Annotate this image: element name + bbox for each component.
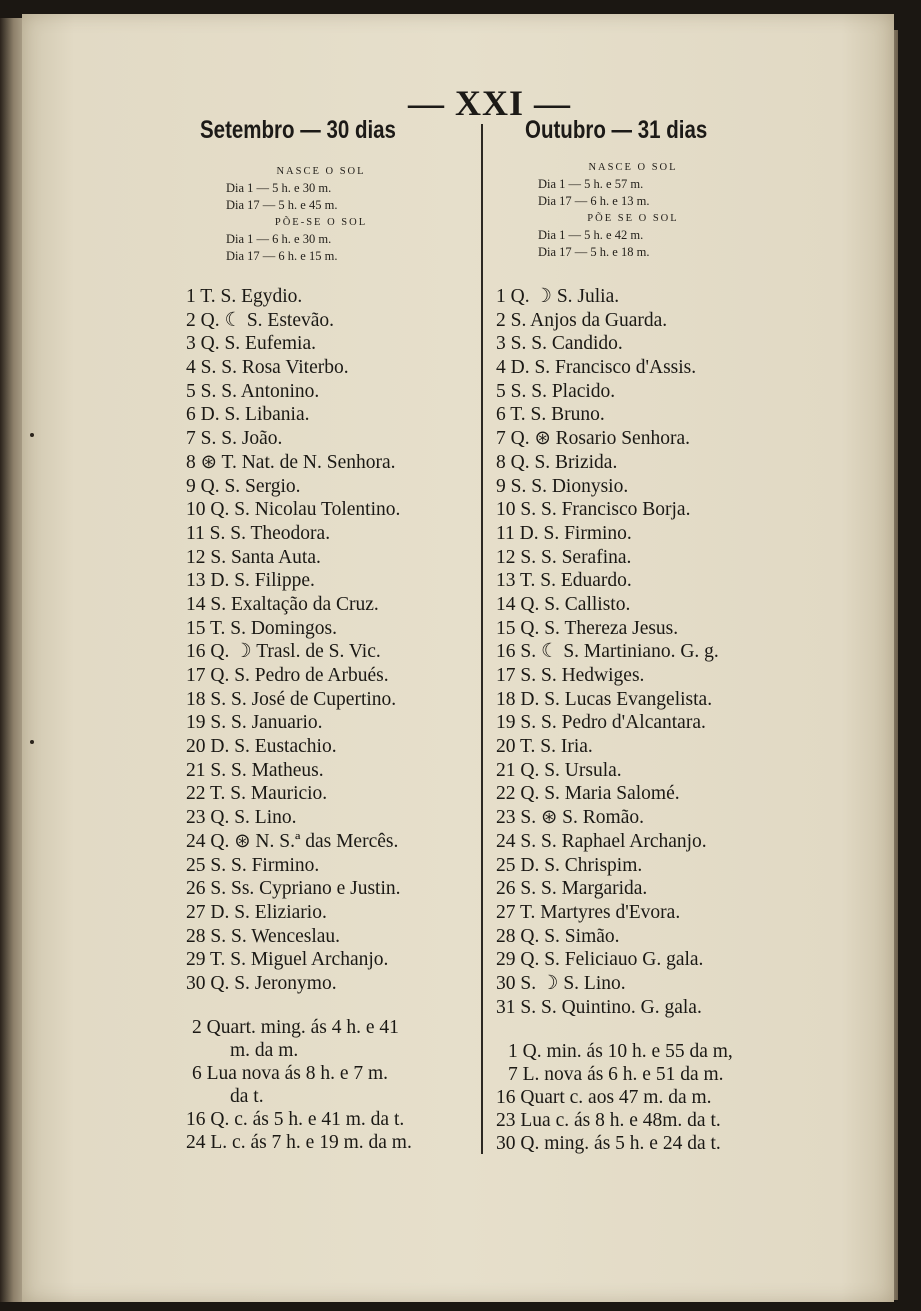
day-entry: 14 Q. S. Callisto.	[496, 593, 631, 615]
moon-phase-line: 23 Lua c. ás 8 h. e 48m. da t.	[496, 1110, 721, 1131]
day-entry: 9 Q. S. Sergio.	[186, 475, 301, 497]
day-entry: 24 Q. ⊛ N. S.ª das Mercês.	[186, 830, 399, 852]
day-entry: 21 Q. S. Ursula.	[496, 759, 622, 781]
day-entry: 2 Q. ☾ S. Estevão.	[186, 309, 335, 331]
day-entry: 12 S. S. Serafina.	[496, 546, 632, 568]
page-number: — XXI —	[408, 83, 572, 123]
day-entry: 22 T. S. Mauricio.	[186, 783, 328, 805]
day-entry: 15 Q. S. Thereza Jesus.	[496, 617, 679, 639]
day-entry: 25 S. S. Firmino.	[186, 854, 320, 876]
sunset-line: Dia 17 — 6 h. e 15 m.	[226, 249, 338, 263]
day-entry: 8 ⊛ T. Nat. de N. Senhora.	[186, 451, 396, 473]
sunset-line: Dia 1 — 5 h. e 42 m.	[538, 228, 644, 242]
day-entry: 1 Q. ☽ S. Julia.	[496, 286, 620, 307]
day-entry: 29 T. S. Miguel Archanjo.	[186, 949, 389, 971]
sunset-line: Dia 1 — 6 h. e 30 m.	[226, 232, 332, 246]
day-entry: 2 S. Anjos da Guarda.	[496, 309, 668, 331]
day-entry: 18 D. S. Lucas Evangelista.	[496, 688, 713, 710]
day-entry: 20 D. S. Eustachio.	[186, 736, 337, 758]
day-entry: 7 Q. ⊛ Rosario Senhora.	[496, 428, 690, 450]
october-title: Outubro — 31 dias	[525, 116, 708, 144]
moon-phase-entry	[186, 1062, 412, 1108]
day-entry: 7 S. S. João.	[186, 428, 283, 450]
day-entry: 9 S. S. Dionysio.	[496, 475, 629, 497]
sunrise-heading: NASCE O SOL	[588, 162, 678, 173]
day-entry: 17 Q. S. Pedro de Arbués.	[186, 665, 389, 686]
day-entry: 16 Q. ☽ Trasl. de S. Vic.	[186, 641, 381, 663]
day-entry: 27 T. Martyres d'Evora.	[496, 901, 681, 923]
moon-phase-line: 30 Q. ming. ás 5 h. e 24 da t.	[496, 1133, 721, 1154]
september-day-list	[186, 285, 401, 996]
day-entry: 23 Q. S. Lino.	[186, 807, 297, 829]
moon-phase-line: 16 Q. c. ás 5 h. e 41 m. da t.	[186, 1109, 405, 1130]
october-moon-phases	[496, 1040, 733, 1155]
moon-phase-line: 16 Quart c. aos 47 m. da m.	[496, 1087, 712, 1108]
day-entry: 19 S. S. Pedro d'Alcantara.	[496, 712, 706, 734]
day-entry: 30 Q. S. Jeronymo.	[186, 972, 337, 994]
moon-phase-entry	[496, 1109, 733, 1132]
day-entry: 11 S. S. Theodora.	[186, 522, 331, 544]
column-divider	[481, 124, 483, 1154]
day-entry: 5 S. S. Antonino.	[186, 380, 320, 402]
october-day-list	[496, 285, 719, 1019]
day-entry: 22 Q. S. Maria Salomé.	[496, 783, 680, 805]
moon-phase-line: da t.	[230, 1086, 264, 1107]
moon-phase-line: 2 Quart. ming. ás 4 h. e 41	[192, 1017, 399, 1038]
october-sun-times	[538, 159, 728, 261]
day-entry: 28 S. S. Wenceslau.	[186, 925, 341, 947]
day-entry: 31 S. S. Quintino. G. gala.	[496, 996, 702, 1018]
moon-phase-entry	[496, 1086, 733, 1109]
day-entry: 8 Q. S. Brizida.	[496, 451, 618, 473]
moon-phase-entry	[186, 1016, 412, 1062]
day-entry: 12 S. Santa Auta.	[186, 546, 321, 568]
day-entry: 6 D. S. Libania.	[186, 404, 310, 426]
moon-phase-line: m. da m.	[230, 1040, 299, 1061]
sunrise-line: Dia 17 — 5 h. e 45 m.	[226, 198, 338, 212]
september-sun-times	[226, 163, 416, 265]
sunrise-line: Dia 17 — 6 h. e 13 m.	[538, 194, 650, 208]
day-entry: 3 Q. S. Eufemia.	[186, 333, 316, 355]
almanac-page	[22, 14, 894, 1302]
moon-phase-line: 7 L. nova ás 6 h. e 51 da m.	[508, 1064, 724, 1085]
margin-mark	[30, 740, 34, 744]
day-entry: 17 S. S. Hedwiges.	[496, 665, 645, 686]
moon-phase-line: 1 Q. min. ás 10 h. e 55 da m,	[508, 1041, 733, 1062]
day-entry: 4 D. S. Francisco d'Assis.	[496, 357, 697, 379]
day-entry: 29 Q. S. Feliciauo G. gala.	[496, 949, 704, 971]
day-entry: 10 Q. S. Nicolau Tolentino.	[186, 499, 401, 521]
moon-phase-entry	[186, 1108, 412, 1131]
day-entry: 10 S. S. Francisco Borja.	[496, 499, 691, 521]
day-entry: 6 T. S. Bruno.	[496, 404, 605, 426]
moon-phase-entry	[496, 1132, 733, 1155]
sunrise-line: Dia 1 — 5 h. e 30 m.	[226, 181, 332, 195]
day-entry: 3 S. S. Candido.	[496, 333, 623, 355]
september-title: Setembro — 30 dias	[200, 116, 396, 144]
sunset-heading: PÕE-SE O SOL	[274, 217, 368, 228]
day-entry: 20 T. S. Iria.	[496, 736, 593, 758]
day-entry: 13 T. S. Eduardo.	[496, 570, 632, 592]
day-entry: 18 S. S. José de Cupertino.	[186, 688, 397, 710]
day-entry: 23 S. ⊛ S. Romão.	[496, 807, 644, 829]
day-entry: 21 S. S. Matheus.	[186, 759, 324, 781]
day-entry: 30 S. ☽ S. Lino.	[496, 972, 626, 994]
day-entry: 26 S. Ss. Cypriano e Justin.	[186, 878, 401, 900]
september-moon-phases	[186, 1016, 412, 1154]
sunset-line: Dia 17 — 5 h. e 18 m.	[538, 245, 650, 259]
sunrise-line: Dia 1 — 5 h. e 57 m.	[538, 177, 644, 191]
day-entry: 25 D. S. Chrispim.	[496, 854, 643, 876]
moon-phase-entry	[186, 1131, 412, 1154]
moon-phase-line: 6 Lua nova ás 8 h. e 7 m.	[192, 1063, 389, 1084]
margin-mark	[30, 433, 34, 437]
day-entry: 13 D. S. Filippe.	[186, 570, 315, 592]
day-entry: 5 S. S. Placido.	[496, 380, 616, 402]
day-entry: 28 Q. S. Simão.	[496, 925, 620, 947]
sunrise-heading: NASCE O SOL	[276, 166, 366, 177]
moon-phase-entry	[496, 1040, 733, 1063]
day-entry: 27 D. S. Eliziario.	[186, 901, 327, 923]
day-entry: 1 T. S. Egydio.	[186, 286, 303, 307]
day-entry: 26 S. S. Margarida.	[496, 878, 648, 900]
day-entry: 14 S. Exaltação da Cruz.	[186, 593, 379, 615]
moon-phase-line: 24 L. c. ás 7 h. e 19 m. da m.	[186, 1132, 412, 1153]
day-entry: 15 T. S. Domingos.	[186, 617, 337, 639]
day-entry: 19 S. S. Januario.	[186, 712, 323, 734]
moon-phase-entry	[496, 1063, 733, 1086]
day-entry: 11 D. S. Firmino.	[496, 522, 632, 544]
day-entry: 16 S. ☾ S. Martiniano. G. g.	[496, 641, 719, 663]
day-entry: 4 S. S. Rosa Viterbo.	[186, 357, 349, 379]
sunset-heading: PÕE SE O SOL	[587, 213, 679, 224]
day-entry: 24 S. S. Raphael Archanjo.	[496, 830, 707, 852]
